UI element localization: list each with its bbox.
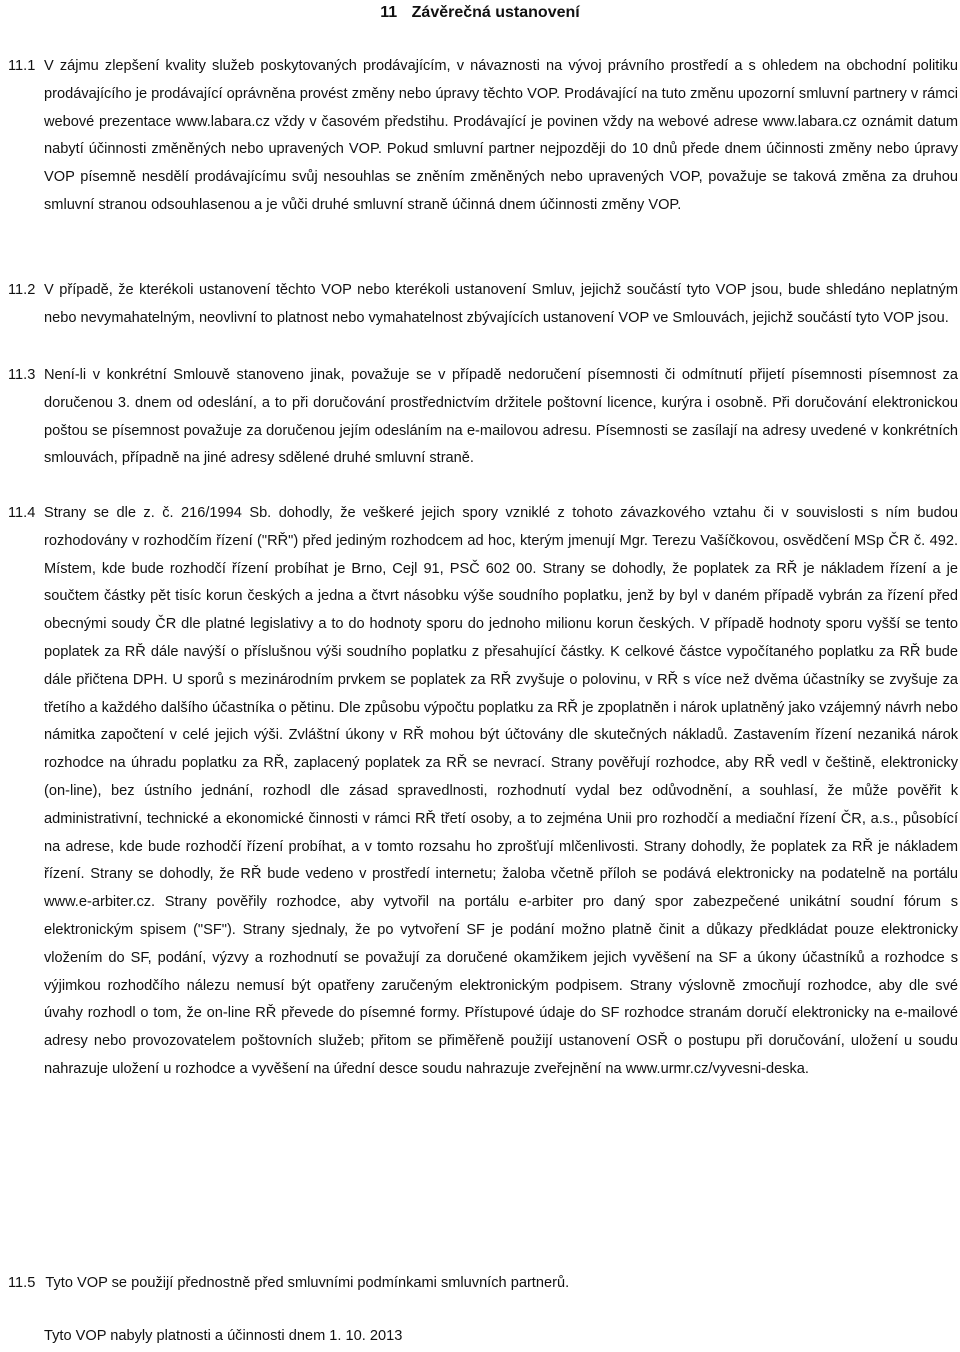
validity-footer: Tyto VOP nabyly platnosti a účinnosti dnem 1. 10. 2013 [44, 1328, 403, 1344]
clause-11-2 [8, 277, 958, 333]
clause-text: V případě, že kterékoli ustanovení těchto VOP nebo kterékoli ustanovení Smluv, jejichž součástí tyto VOP jsou, bude shledáno neplatným nebo nevymahatelným, neovlivní to platnost nebo vymahatelnost zbývajících ustanovení VOP ve Smlouvách, jejichž součástí tyto VOP jsou. [44, 282, 958, 326]
section-number: 11 [380, 4, 398, 21]
clause-number: 11.4 [8, 505, 36, 521]
section-heading [0, 2, 960, 24]
clause-text: Strany se dle z. č. 216/1994 Sb. dohodly, že veškeré jejich spory vzniklé z tohoto závazkového vztahu či v souvislosti s ním budou rozhodovány v rozhodčím řízení ("RŘ") před jediným rozhodcem ad hoc, kterým jmenují Mgr. Terezu Vašíčkovou, osvědčení MSp ČR č. 492. Místem, kde bude rozhodčí řízení probíhat je Brno, Cejl 91, PSČ 602 00. Strany se dohodly, že poplatek za RŘ je nákladem řízení a je součtem částky pět tisíc korun českých a jedna a čtvrt násobku výše soudního poplatku, jenž by byl v daném případě vybrán za řízení před obecnými soudy ČR dle platné legislativy a to do hodnoty sporu do jednoho milionu korun českých. V případě hodnoty sporu vyšší se tento poplatek za RŘ dále navýší o příslušnou výši soudního poplatku z přesahující částky. K celkové částce vypočítaného poplatku za RŘ bude dále přičtena DPH. U sporů s mezinárodním prvkem se poplatek za RŘ zvyšuje o polovinu, v RŘ s více než dvěma účastníky se zvyšuje za třetího a každého dalšího účastníka o pětinu. Dle způsobu výpočtu poplatku za RŘ je zpoplatněn i nárok uplatněný jako vzájemný návrh nebo námitka započtení v celé jejich výši. Zvláštní úkony v RŘ mohou být účtovány dle skutečných nákladů. Zastavením řízení nezaniká nárok rozhodce na úhradu poplatku za RŘ, zaplacený poplatek za RŘ se nevrací. Strany pověřují rozhodce, aby RŘ vedl v češtině, elektronicky (on-line), bez ústního jednání, rozhodl dle zásad spravedlnosti, rozhodnutí vydal bez odůvodnění, a souhlasí, že může pověřit k administrativní, technické a ekonomické činnosti v rámci RŘ třetí osoby, a to zejména Unii pro rozhodčí a mediační řízení ČR, a.s., působící na adrese, kde bude rozhodčí řízení probíhat, a v tomto rozsahu ho zprošťují mlčenlivosti. Strany dohodly, že poplatek za RŘ je nákladem řízení. Strany se dohodly, že RŘ bude vedeno v prostředí internetu; žaloba včetně příloh se podává elektronicky na podatelně na portálu www.e-arbiter.cz. Strany pověřily rozhodce, aby vytvořil na portálu e-arbiter pro daný spor zabezpečené unikátní soudní fórum s elektronickým spisem ("SF"). Strany sjednaly, že po vytvoření SF je podání možno platně činit a důkazy předkládat pouze elektronicky vložením do SF, podání, výzvy a rozhodnutí se považují za doručené okamžikem jejich vyvěšení na SF a úkony účastníků a rozhodce s výjimkou rozhodčího nálezu nemusí být opatřeny zaručeným elektronickým podpisem. Strany výslovně zmocňují rozhodce, aby dle své úvahy rozhodl o tom, že on-line RŘ převede do písemné formy. Přístupové údaje do SF rozhodce stranám doručí elektronicky na e-mailové adresy nebo provozovatelem poštovních služeb; přitom se přiměřeně použijí ustanovení OSŘ o postupu při doručování, uložení u soudu nahrazuje uložení u rozhodce a vyvěšení na úřední desce soudu nahrazuje zveřejnění na www.urmr.cz/vyvesni-deska. [44, 505, 958, 1077]
section-title: Závěrečná ustanovení [411, 4, 580, 21]
clause-text: V zájmu zlepšení kvality služeb poskytovaných prodávajícím, v návaznosti na vývoj právního prostředí a s ohledem na obchodní politiku prodávajícího je prodávající oprávněna provést změny nebo úpravy těchto VOP. Prodávající na tuto změnu upozorní smluvní partnery v rámci webové prezentace www.labara.cz vždy v časovém předstihu. Prodávající je povinen vždy na webové adrese www.labara.cz oznámit datum nabytí účinnosti změněných nebo upravených VOP. Pokud smluvní partner nejpozději do 10 dnů přede dnem účinnosti změny nebo úpravy VOP písemně nesdělí prodávajícímu svůj nesouhlas se zněním změněných nebo upravených VOP, považuje se taková změna za druhou smluvní stranou odsouhlasenou a je vůči druhé smluvní straně účinná dnem účinnosti změny VOP. [44, 58, 958, 213]
clause-number: 11.3 [8, 367, 36, 383]
clause-11-4 [8, 500, 958, 1084]
clause-number: 11.5 [8, 1275, 36, 1291]
clause-number: 11.1 [8, 58, 36, 74]
clause-11-5 [8, 1270, 958, 1298]
clause-text: Tyto VOP se použijí přednostně před smluvními podmínkami smluvních partnerů. [45, 1275, 570, 1291]
clause-11-1 [8, 53, 958, 220]
clause-number: 11.2 [8, 282, 36, 298]
clause-11-3 [8, 362, 958, 473]
clause-text: Není-li v konkrétní Smlouvě stanoveno jinak, považuje se v případě nedoručení písemnosti či odmítnutí přijetí písemnosti písemnost za doručenou 3. dnem od odeslání, a to při doručování prostřednictvím držitele poštovní licence, kurýra i osobně. Při doručování elektronickou poštou se písemnost považuje za doručenou jejím odesláním na e-mailovou adresu. Písemnosti se zasílají na adresy uvedené v konkrétních smlouvách, případně na jiné adresy sdělené druhé smluvní straně. [44, 367, 958, 467]
